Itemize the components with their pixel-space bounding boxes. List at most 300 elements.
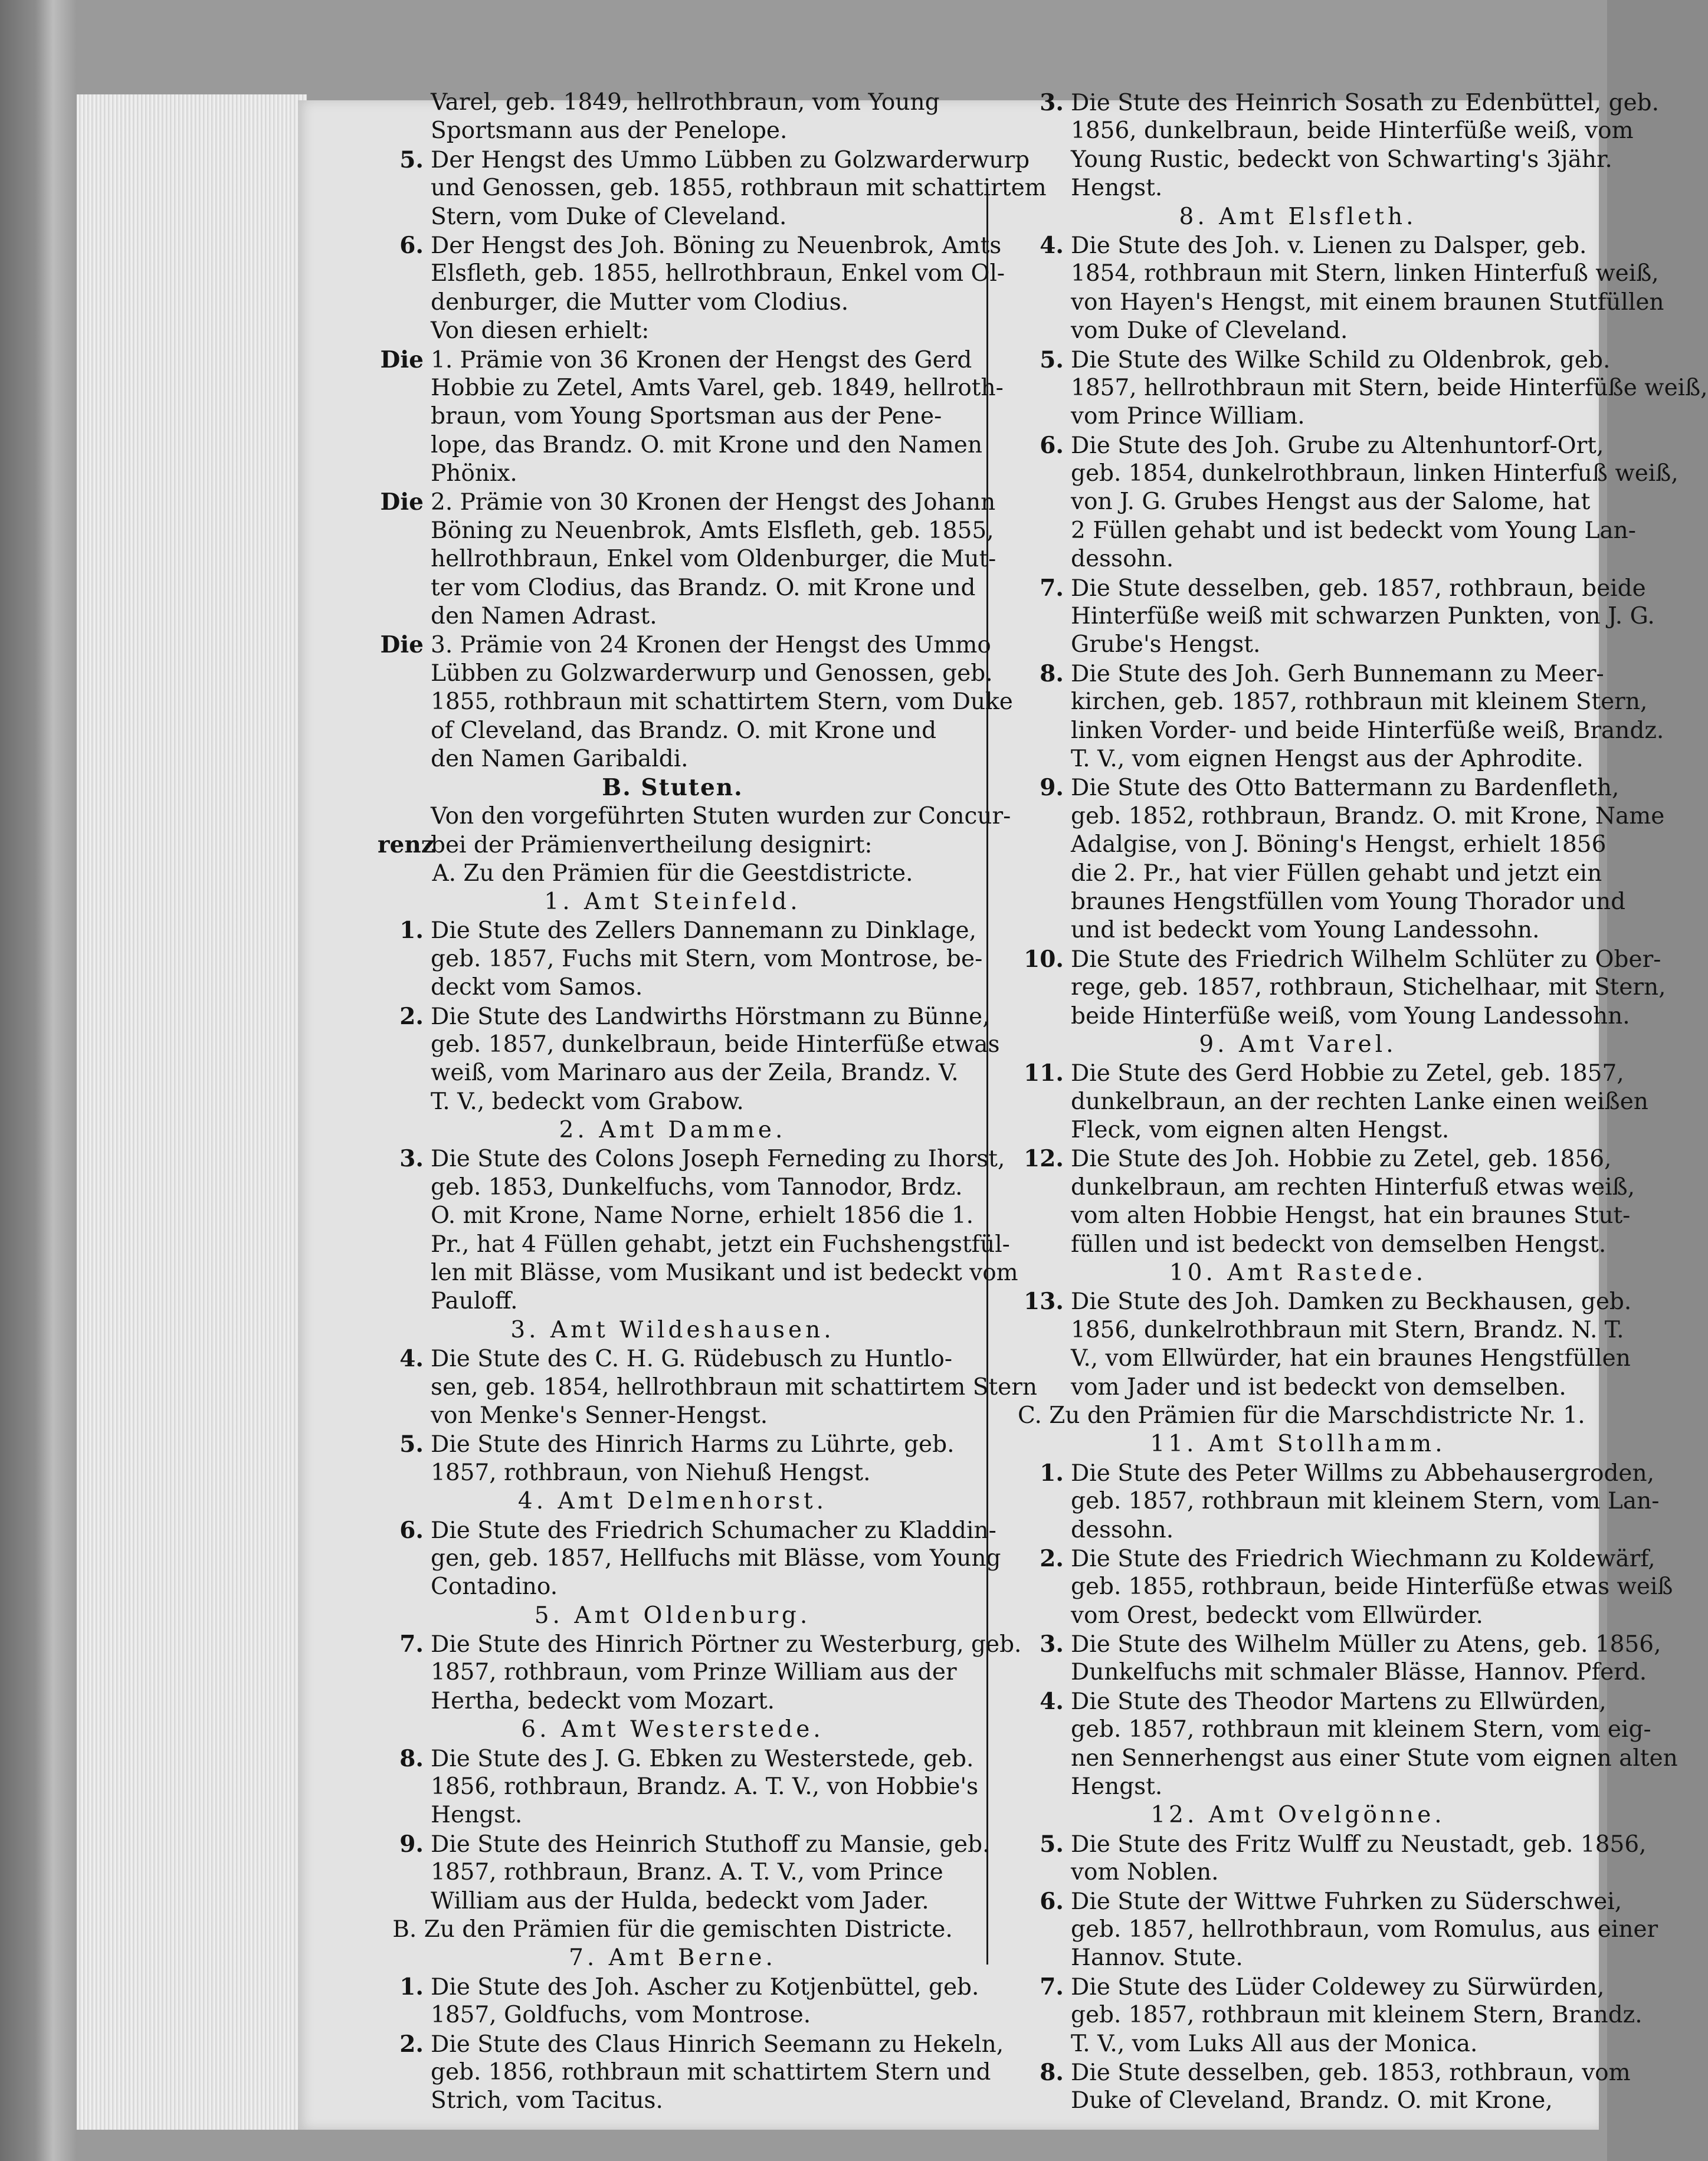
line-text: von Menke's Senner-Hengst. — [431, 1402, 768, 1429]
entry-number: 7. — [1040, 574, 1064, 602]
line-text: Hengst. — [1071, 175, 1163, 202]
continuation-line — [378, 88, 968, 117]
entry-text: Die Stute des Wilhelm Müller zu Atens, geb. 1856, — [1071, 1631, 1661, 1658]
continuation-line — [1018, 1487, 1660, 1516]
continuation-line — [1018, 260, 1659, 288]
subsection-heading — [1018, 1402, 1585, 1430]
continuation-line — [378, 660, 993, 688]
district-heading — [1018, 1259, 1578, 1287]
line-text: O. mit Krone, Name Norne, erhielt 1856 die 1. — [431, 1202, 974, 1229]
entry-line — [1018, 431, 1604, 460]
line-text: den Namen Garibaldi. — [431, 745, 689, 772]
entry-number: 6. — [399, 231, 424, 259]
continuation-line — [378, 1173, 968, 1202]
line-text: Young Rustic, bedeckt von Schwarting's 3jähr. — [1071, 146, 1612, 173]
heading-text: 12. Amt Ovelgönne. — [1150, 1802, 1445, 1829]
entry-text: Die Stute des Hinrich Harms zu Lührte, geb. — [431, 1431, 955, 1458]
line-text: Böning zu Neuenbrok, Amts Elsfleth, geb. 1855, — [431, 517, 994, 544]
continuation-line — [1018, 517, 1636, 545]
line-text: Lübben zu Golzwarderwurp und Genossen, geb. — [431, 660, 993, 687]
district-heading — [378, 1487, 968, 1516]
heading-text: 10. Amt Rastede. — [1169, 1260, 1427, 1287]
line-text: Phönix. — [431, 460, 517, 487]
continuation-line — [378, 1887, 968, 1916]
entry-line — [1018, 574, 1646, 602]
entry-line — [378, 1973, 979, 2001]
entry-line — [1018, 1887, 1622, 1916]
entry-number: Die — [380, 631, 424, 659]
paragraph-line — [378, 802, 1011, 831]
heading-text: B. Zu den Prämien für die gemischten Districte. — [392, 1916, 953, 1943]
entry-line — [378, 1516, 996, 1544]
entry-number: 5. — [399, 1431, 424, 1458]
continuation-line — [378, 1259, 1018, 1287]
entry-line — [378, 1002, 990, 1031]
continuation-line — [1018, 1658, 1647, 1687]
entry-number: 5. — [1040, 1830, 1064, 1858]
entry-number: 1. — [1040, 1459, 1064, 1487]
continuation-line — [1018, 631, 1578, 659]
entry-number: 4. — [1040, 1687, 1064, 1715]
continuation-line — [1018, 1002, 1630, 1031]
entry-number: 2. — [1040, 1544, 1064, 1572]
continuation-line — [1018, 1716, 1651, 1744]
continuation-line — [1018, 1116, 1578, 1145]
continuation-line — [378, 1658, 968, 1687]
heading-text: B. Stuten. — [602, 774, 743, 802]
line-text: Grube's Hengst. — [1071, 631, 1261, 658]
heading-text: 3. Amt Wildeshausen. — [510, 1316, 835, 1343]
entry-line — [1018, 773, 1620, 802]
entry-line — [378, 1145, 1005, 1173]
line-text: beide Hinterfüße weiß, vom Young Landessohn. — [1071, 1002, 1630, 1029]
continuation-line — [378, 688, 1013, 716]
entry-line — [378, 346, 972, 374]
line-text: weiß, vom Marinaro aus der Zeila, Brandz. V. — [431, 1060, 959, 1087]
line-text: 1854, rothbraun mit Stern, linken Hinterfuß weiß, — [1071, 260, 1659, 287]
entry-text: Die Stute des Heinrich Stuthoff zu Mansie, geb. — [431, 1831, 990, 1858]
continuation-line — [378, 402, 968, 431]
line-text: geb. 1857, dunkelbraun, beide Hinterfüße etwas — [431, 1031, 1000, 1058]
continuation-line — [1018, 374, 1708, 402]
entry-number: 2. — [399, 1002, 424, 1030]
entry-line — [378, 916, 977, 945]
continuation-line — [1018, 402, 1578, 431]
entry-text: Die Stute des Otto Battermann zu Bardenfleth, — [1071, 775, 1620, 802]
entry-number: 7. — [399, 1631, 424, 1658]
continuation-line — [378, 574, 976, 602]
entry-text: Die Stute des C. H. G. Rüdebusch zu Huntlo- — [431, 1346, 953, 1373]
continuation-line — [1018, 1858, 1578, 1887]
line-text: 1857, rothbraun, von Niehuß Hengst. — [431, 1459, 871, 1486]
continuation-line — [378, 1687, 968, 1716]
entry-line — [1018, 660, 1604, 688]
entry-number: 13. — [1024, 1288, 1064, 1316]
continuation-line — [1018, 973, 1666, 1002]
line-text: deckt vom Samos. — [431, 974, 643, 1001]
continuation-line — [1018, 717, 1664, 745]
line-text: vom alten Hobbie Hengst, hat ein braunes Stut- — [1071, 1202, 1631, 1229]
continuation-line — [1018, 146, 1612, 174]
continuation-line — [1018, 1316, 1624, 1345]
line-text: T. V., vom eignen Hengst aus der Aphrodite. — [1071, 745, 1584, 772]
continuation-line — [1018, 488, 1591, 516]
entry-text: Die Stute des Friedrich Wiechmann zu Koldewärf, — [1071, 1545, 1655, 1572]
entry-number: 3. — [399, 1145, 424, 1173]
line-text: rege, geb. 1857, rothbraun, Stichelhaar, mit Stern, — [1071, 974, 1666, 1001]
line-text: vom Noblen. — [1071, 1859, 1219, 1886]
continuation-line — [1018, 1345, 1631, 1373]
entry-number: 3. — [1040, 89, 1064, 116]
line-text: Von diesen erhielt: — [431, 317, 650, 345]
line-text: gen, geb. 1857, Hellfuchs mit Blässe, vom Young — [431, 1544, 1001, 1572]
entry-text: Die Stute des Landwirths Hörstmann zu Bünne, — [431, 1003, 990, 1030]
entry-line — [1018, 88, 1660, 117]
entry-line — [378, 831, 968, 859]
continuation-line — [378, 517, 994, 545]
line-text: und Genossen, geb. 1855, rothbraun mit schattirtem — [431, 175, 1047, 202]
entry-text: Die Stute des Peter Willms zu Abbehausergroden, — [1071, 1460, 1655, 1487]
continuation-line — [378, 2058, 991, 2087]
line-text: Hengst. — [431, 1802, 523, 1829]
line-text: geb. 1852, rothbraun, Brandz. O. mit Krone, Name — [1071, 802, 1665, 829]
continuation-line — [378, 174, 1047, 202]
line-text: vom Duke of Cleveland. — [1071, 317, 1348, 345]
continuation-line — [1018, 1916, 1658, 1944]
entry-number: 8. — [399, 1744, 424, 1772]
entry-line — [1018, 1687, 1607, 1716]
entry-number: 8. — [1040, 660, 1064, 687]
entry-line — [378, 1744, 974, 1773]
continuation-line — [378, 1402, 968, 1430]
line-text: nen Sennerhengst aus einer Stute vom eignen alten — [1071, 1744, 1678, 1772]
continuation-line — [1018, 2030, 1578, 2058]
line-text: Pauloff. — [431, 1288, 518, 1315]
district-heading — [378, 1716, 968, 1744]
entry-number: 9. — [399, 1830, 424, 1858]
continuation-line — [1018, 1573, 1673, 1601]
entry-line — [1018, 1544, 1655, 1573]
book-page-edges — [77, 94, 308, 2130]
continuation-line — [378, 374, 1004, 402]
entry-number: 5. — [1040, 346, 1064, 373]
heading-text: 7. Amt Berne. — [569, 1944, 776, 1972]
district-heading — [378, 888, 968, 916]
continuation-line — [378, 1231, 1010, 1259]
line-text: linken Vorder- und beide Hinterfüße weiß, Brandz. — [1071, 717, 1664, 744]
entry-line — [378, 1630, 1022, 1658]
entry-number: 5. — [399, 146, 424, 173]
continuation-line — [378, 545, 996, 573]
line-text: dunkelbraun, an der rechten Lanke einen weißen — [1071, 1088, 1648, 1115]
line-text: 1856, dunkelrothbraun mit Stern, Brandz. N. T. — [1071, 1316, 1624, 1343]
continuation-line — [1018, 1773, 1578, 1801]
line-text: den Namen Adrast. — [431, 603, 657, 630]
entry-number: 7. — [1040, 1973, 1064, 2001]
line-text: 1857, Goldfuchs, vom Montrose. — [431, 2002, 811, 2029]
continuation-line — [378, 1801, 968, 1829]
continuation-line — [1018, 1944, 1578, 1972]
line-text: geb. 1853, Dunkelfuchs, vom Tannodor, Brdz. — [431, 1173, 963, 1201]
entry-text: Die Stute des Joh. Damken zu Beckhausen, geb. — [1071, 1288, 1632, 1316]
line-text: 1855, rothbraun mit schattirtem Stern, vom Duke — [431, 688, 1013, 716]
continuation-line — [1018, 888, 1626, 916]
continuation-line — [378, 1459, 968, 1487]
line-text: geb. 1855, rothbraun, beide Hinterfüße etwas weiß — [1071, 1573, 1673, 1601]
continuation-line — [378, 1573, 968, 1601]
entry-number: 10. — [1024, 945, 1064, 973]
line-text: William aus der Hulda, bedeckt vom Jader. — [431, 1887, 929, 1914]
entry-text: Die Stute desselben, geb. 1853, rothbraun, vom — [1071, 2059, 1631, 2086]
continuation-line — [1018, 745, 1584, 773]
entry-text: Die Stute des Claus Hinrich Seemann zu Hekeln, — [431, 2031, 1004, 2058]
right-column — [1018, 88, 1708, 2116]
entry-text: Die Stute des Wilke Schild zu Oldenbrok, geb. — [1071, 346, 1611, 373]
line-text: geb. 1857, rothbraun mit kleinem Stern, Brandz. — [1071, 2002, 1643, 2029]
entry-line — [1018, 346, 1611, 374]
continuation-line — [1018, 1173, 1635, 1202]
entry-number: 6. — [1040, 431, 1064, 459]
entry-text: Die Stute desselben, geb. 1857, rothbraun, beide — [1071, 575, 1646, 602]
line-text: dessohn. — [1071, 546, 1174, 573]
continuation-line — [378, 288, 968, 317]
continuation-line — [378, 1773, 979, 1801]
line-text: Contadino. — [431, 1573, 558, 1601]
line-text: 1856, dunkelbraun, beide Hinterfüße weiß, vom — [1071, 117, 1634, 145]
entry-text: Die Stute des Joh. Hobbie zu Zetel, geb. 1856, — [1071, 1146, 1612, 1173]
entry-text: Die Stute des Fritz Wulff zu Neustadt, geb. 1856, — [1071, 1831, 1647, 1858]
entry-number: 1. — [399, 917, 424, 945]
entry-text: Die Stute des Gerd Hobbie zu Zetel, geb. 1857, — [1071, 1060, 1624, 1087]
entry-text: Die Stute der Wittwe Fuhrken zu Süderschwei, — [1071, 1888, 1622, 1915]
line-text: die 2. Pr., hat vier Füllen gehabt und jetzt ein — [1071, 860, 1602, 887]
entry-line — [1018, 1459, 1655, 1487]
entry-text: 3. Prämie von 24 Kronen der Hengst des Ummo — [431, 632, 991, 659]
entry-line — [378, 231, 1002, 260]
entry-line — [378, 631, 991, 659]
entry-text: Die Stute des Joh. Gerh Bunnemann zu Meer- — [1071, 660, 1604, 687]
line-text: Varel, geb. 1849, hellrothbraun, vom Young — [431, 89, 940, 116]
entry-text: Die Stute des Joh. Grube zu Altenhuntorf-Ort, — [1071, 432, 1604, 459]
continuation-line — [378, 945, 983, 973]
entry-text: Die Stute des Theodor Martens zu Ellwürden, — [1071, 1688, 1607, 1715]
line-text: vom Jader und ist bedeckt von demselben. — [1071, 1373, 1566, 1401]
continuation-line — [378, 203, 968, 231]
line-text: dessohn. — [1071, 1516, 1174, 1543]
line-text: Hannov. Stute. — [1071, 1944, 1243, 1972]
line-text: lope, das Brandz. O. mit Krone und den Namen — [431, 431, 982, 458]
column-divider — [986, 195, 988, 1965]
heading-text: 4. Amt Delmenhorst. — [517, 1488, 828, 1515]
continuation-line — [378, 602, 968, 631]
entry-number: 3. — [1040, 1631, 1064, 1658]
entry-number: 6. — [399, 1516, 424, 1544]
entry-number: 8. — [1040, 2058, 1064, 2086]
entry-text: Die Stute des Colons Joseph Ferneding zu Ihorst, — [431, 1146, 1005, 1173]
entry-text: Die Stute des Friedrich Schumacher zu Kladdin- — [431, 1517, 996, 1544]
continuation-line — [1018, 1088, 1648, 1116]
entry-line — [378, 1430, 968, 1458]
entry-text: Die Stute des Friedrich Wilhelm Schlüter zu Ober- — [1071, 946, 1661, 973]
line-text: Hinterfüße weiß mit schwarzen Punkten, von J. G. — [1071, 603, 1655, 630]
entry-line — [1018, 945, 1661, 973]
entry-line — [378, 1830, 990, 1858]
line-text: geb. 1856, rothbraun mit schattirtem Stern und — [431, 2058, 991, 2085]
heading-text: 2. Amt Damme. — [559, 1117, 786, 1144]
line-text: braun, vom Young Sportsman aus der Pene- — [431, 403, 942, 430]
line-text: geb. 1857, rothbraun mit kleinem Stern, vom Lan- — [1071, 1488, 1660, 1515]
continuation-line — [378, 1858, 968, 1887]
line-text: Hengst. — [1071, 1773, 1163, 1801]
continuation-line — [1018, 2001, 1643, 2029]
line-text: Dunkelfuchs mit schmaler Blässe, Hannov. Pferd. — [1071, 1659, 1647, 1686]
continuation-line — [1018, 602, 1655, 631]
continuation-line — [1018, 2087, 1578, 2115]
line-text: 1857, hellrothbraun mit Stern, beide Hinterfüße weiß, — [1071, 374, 1708, 401]
line-text: 2 Füllen gehabt und ist bedeckt vom Young Lan- — [1071, 517, 1636, 544]
continuation-line — [378, 2087, 968, 2115]
line-text: Hobbie zu Zetel, Amts Varel, geb. 1849, hellroth- — [431, 374, 1004, 401]
continuation-line — [378, 1088, 968, 1116]
district-heading — [1018, 1801, 1578, 1829]
continuation-line — [378, 973, 968, 1002]
continuation-line — [378, 717, 968, 745]
paragraph-line — [378, 317, 968, 345]
line-text: T. V., bedeckt vom Grabow. — [431, 1088, 744, 1115]
line-text: geb. 1857, hellrothbraun, vom Romulus, aus einer — [1071, 1916, 1658, 1943]
continuation-line — [1018, 174, 1578, 202]
line-text: 1857, rothbraun, vom Prinze William aus der — [431, 1659, 957, 1686]
continuation-line — [1018, 460, 1679, 488]
entry-number: 9. — [1040, 774, 1064, 802]
entry-number: Die — [380, 346, 424, 373]
continuation-line — [378, 1202, 974, 1230]
continuation-line — [1018, 1231, 1607, 1259]
entry-text: Der Hengst des Ummo Lübben zu Golzwarderwurp — [431, 146, 1030, 173]
entry-line — [378, 488, 996, 516]
line-text: kirchen, geb. 1857, rothbraun mit kleinem Stern, — [1071, 688, 1648, 716]
line-text: len mit Blässe, vom Musikant und ist bedeckt vom — [431, 1260, 1018, 1287]
heading-text: 8. Amt Elsfleth. — [1179, 203, 1417, 230]
continuation-line — [378, 460, 968, 488]
line-text: und ist bedeckt vom Young Landessohn. — [1071, 917, 1540, 944]
continuation-line — [1018, 802, 1665, 831]
line-text: Pr., hat 4 Füllen gehabt, jetzt ein Fuchshengstfül- — [431, 1231, 1010, 1258]
line-text: Von den vorgeführten Stuten wurden zur Concur- — [431, 802, 1011, 829]
heading-text: 11. Amt Stollhamm. — [1150, 1431, 1446, 1458]
line-text: geb. 1857, Fuchs mit Stern, vom Montrose, be- — [431, 945, 983, 972]
line-text: T. V., vom Luks All aus der Monica. — [1071, 2030, 1478, 2057]
entry-line — [1018, 1630, 1661, 1658]
entry-line — [1018, 1973, 1605, 2001]
line-text: 1857, rothbraun, Branz. A. T. V., vom Prince — [431, 1859, 943, 1886]
continuation-line — [1018, 1516, 1578, 1544]
heading-text: 5. Amt Oldenburg. — [534, 1602, 811, 1629]
entry-text: Die Stute des Hinrich Pörtner zu Westerburg, geb. — [431, 1631, 1022, 1658]
line-text: Duke of Cleveland, Brandz. O. mit Krone, — [1071, 2087, 1553, 2114]
district-heading — [378, 1944, 968, 1972]
entry-text: bei der Prämienvertheilung designirt: — [431, 832, 873, 859]
entry-text: 2. Prämie von 30 Kronen der Hengst des Johann — [431, 489, 996, 516]
line-text: Hertha, bedeckt vom Mozart. — [431, 1687, 775, 1714]
line-text: sen, geb. 1854, hellrothbraun mit schattirtem Stern — [431, 1373, 1037, 1401]
line-text: geb. 1857, rothbraun mit kleinem Stern, vom eig- — [1071, 1716, 1651, 1743]
district-heading — [1018, 1430, 1578, 1458]
entry-line — [378, 146, 1030, 174]
line-text: denburger, die Mutter vom Clodius. — [431, 288, 849, 316]
entry-line — [1018, 2058, 1631, 2087]
entry-text: Die Stute des Lüder Coldewey zu Sürwürden, — [1071, 1973, 1605, 2001]
line-text: braunes Hengstfüllen vom Young Thorador und — [1071, 888, 1626, 915]
heading-text: 6. Amt Westerstede. — [521, 1716, 824, 1743]
continuation-line — [378, 117, 968, 145]
district-heading — [378, 1316, 968, 1345]
entry-number: 4. — [1040, 231, 1064, 259]
entry-text: Die Stute des Zellers Dannemann zu Dinklage, — [431, 917, 977, 945]
entry-line — [378, 1345, 968, 1373]
continuation-line — [1018, 831, 1607, 859]
continuation-line — [378, 1059, 968, 1087]
continuation-line — [378, 1544, 1001, 1573]
entry-text: Die Stute des J. G. Ebken zu Westerstede, geb. — [431, 1745, 974, 1772]
district-heading — [1018, 203, 1578, 231]
continuation-line — [378, 1031, 1000, 1059]
continuation-line — [1018, 1744, 1678, 1773]
heading-text: 9. Amt Varel. — [1199, 1031, 1397, 1058]
entry-text: Die Stute des Joh. Ascher zu Kotjenbüttel, geb. — [431, 1973, 979, 2001]
heading-text: C. Zu den Prämien für die Marschdistricte Nr. 1. — [1018, 1402, 1585, 1429]
line-text: Fleck, vom eignen alten Hengst. — [1071, 1117, 1450, 1144]
entry-number: Die — [380, 488, 424, 516]
continuation-line — [378, 431, 982, 460]
entry-line — [1018, 1830, 1647, 1858]
entry-text: 1. Prämie von 36 Kronen der Hengst des Gerd — [431, 346, 972, 373]
continuation-line — [1018, 860, 1602, 888]
continuation-line — [1018, 688, 1648, 716]
line-text: vom Prince William. — [1071, 403, 1305, 430]
line-text: Stern, vom Duke of Cleveland. — [431, 203, 787, 230]
entry-number: 12. — [1024, 1145, 1064, 1173]
continuation-line — [1018, 117, 1634, 145]
entry-line — [1018, 231, 1587, 260]
line-text: of Cleveland, das Brandz. O. mit Krone und — [431, 717, 937, 744]
entry-number: 11. — [1024, 1060, 1064, 1087]
continuation-line — [1018, 1373, 1578, 1402]
entry-line — [1018, 1059, 1624, 1087]
heading-text: A. Zu den Prämien für die Geestdistricte. — [432, 860, 913, 887]
line-text: dunkelbraun, am rechten Hinterfuß etwas weiß, — [1071, 1173, 1635, 1201]
line-text: Sportsmann aus der Penelope. — [431, 117, 788, 145]
entry-number: renz — [378, 831, 434, 859]
entry-text: Die Stute des Joh. v. Lienen zu Dalsper, geb. — [1071, 232, 1587, 259]
entry-number: 2. — [399, 2030, 424, 2058]
line-text: Strich, vom Tacitus. — [431, 2087, 663, 2114]
continuation-line — [378, 2001, 968, 2029]
district-heading — [378, 1602, 968, 1630]
continuation-line — [1018, 1602, 1578, 1630]
continuation-line — [378, 260, 1005, 288]
line-text: füllen und ist bedeckt von demselben Hengst. — [1071, 1231, 1607, 1258]
entry-number: 4. — [399, 1345, 424, 1373]
continuation-line — [378, 1287, 968, 1316]
subsection-heading — [378, 860, 968, 888]
district-heading — [378, 1116, 968, 1145]
continuation-line — [378, 745, 968, 773]
line-text: von J. G. Grubes Hengst aus der Salome, hat — [1071, 488, 1591, 516]
entry-text: Der Hengst des Joh. Böning zu Neuenbrok, Amts — [431, 232, 1002, 259]
continuation-line — [1018, 916, 1578, 945]
continuation-line — [378, 1373, 1037, 1402]
